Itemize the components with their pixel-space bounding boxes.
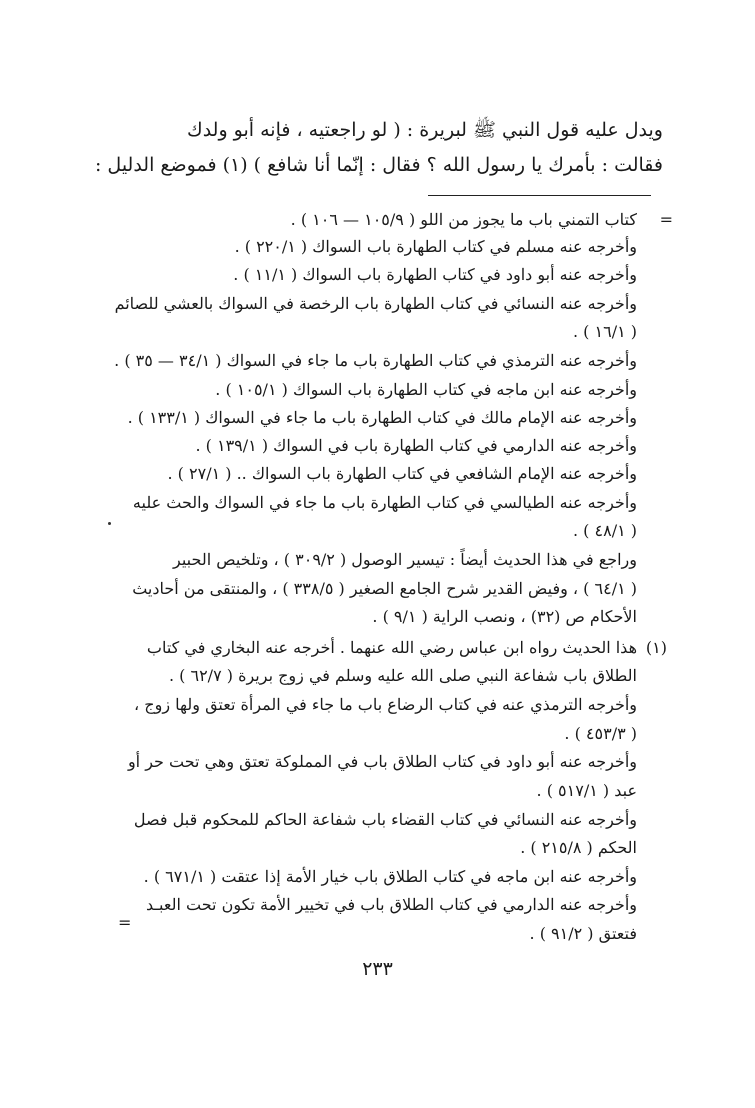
footnote-cont-line-12: ( ٤٨/١ ) .: [573, 521, 637, 540]
footnote-cont-line-3: وأخرجه عنه أبو داود في كتاب الطهارة باب السواك ( ١١/١ ) .: [233, 265, 637, 284]
footnote-cont-line-9: وأخرجه عنه الدارمي في كتاب الطهارة باب في السواك ( ١٣٩/١ ) .: [195, 436, 637, 455]
footnote-cont-line-13: وراجع في هذا الحديث أيضاً : تيسير الوصول ( ٣٠٩/٢ ) ، وتلخيص الحبير: [173, 550, 637, 569]
continuation-mark-bottom: =: [118, 913, 132, 932]
footnote-cont-line-7: وأخرجه عنه ابن ماجه في كتاب الطهارة باب السواك ( ١٠٥/١ ) .: [215, 380, 637, 399]
main-text-line-1: ويدل عليه قول النبي ﷺ لبريرة : ( لو راجعتيه ، فإنه أبو ولدك: [187, 119, 663, 141]
footnote-1-marker: (١): [645, 638, 667, 657]
footnote-1-line-2: الطلاق باب شفاعة النبي صلى الله عليه وسلم في زوج بريرة ( ٦٢/٧ ) .: [168, 666, 637, 685]
footnote-cont-line-6: وأخرجه عنه الترمذي في كتاب الطهارة باب ما جاء في السواك ( ٣٤/١ — ٣٥ ) .: [114, 351, 637, 370]
footnote-1-line-3: وأخرجه الترمذي عنه في كتاب الرضاع باب ما جاء في المرأة تعتق ولها زوج ،: [134, 695, 637, 714]
footnote-cont-line-8: وأخرجه عنه الإمام مالك في كتاب الطهارة باب ما جاء في السواك ( ١٣٣/١ ) .: [127, 408, 637, 427]
footnote-separator: [428, 195, 651, 196]
footnote-cont-line-2: وأخرجه عنه مسلم في كتاب الطهارة باب السواك ( ٢٢٠/١ ) .: [234, 237, 637, 256]
footnote-1-line-8: الحكم ( ٢١٥/٨ ) .: [520, 838, 637, 857]
footnote-1-line-1: هذا الحديث رواه ابن عباس رضي الله عنهما . أخرجه عنه البخاري في كتاب: [146, 638, 637, 657]
footnote-1-line-7: وأخرجه عنه النسائي في كتاب القضاء باب شفاعة الحاكم للمحكوم قبل فصل: [133, 810, 637, 829]
footnote-1-line-9: وأخرجه عنه ابن ماجه في كتاب الطلاق باب خيار الأمة إذا عتقت ( ٦٧١/١ ) .: [143, 867, 637, 886]
footnote-1-line-6: عبد ( ٥١٧/١ ) .: [536, 781, 637, 800]
footnote-1-line-10: وأخرجه عنه الدارمي في كتاب الطلاق باب في تخيير الأمة تكون تحت العبـد: [145, 895, 637, 914]
continuation-mark-top: =: [659, 210, 673, 229]
footnote-cont-line-11: وأخرجه عنه الطيالسي في كتاب الطهارة باب ما جاء في السواك والحث عليه: [132, 493, 637, 512]
footnote-cont-line-14: ( ٦٤/١ ) ، وفيض القدير شرح الجامع الصغير ( ٣٣٨/٥ ) ، والمنتقى من أحاديث: [132, 579, 637, 598]
page-number: ٢٣٣: [362, 958, 393, 980]
main-text-line-2: فقالت : بأمرك يا رسول الله ؟ فقال : إنّما أنا شافع ) (١) فموضع الدليل :: [94, 154, 663, 176]
stray-dot: [108, 522, 111, 525]
footnote-cont-line-4: وأخرجه عنه النسائي في كتاب الطهارة باب الرخصة في السواك بالعشي للصائم: [114, 294, 637, 313]
footnote-cont-line-1: كتاب التمني باب ما يجوز من اللو ( ١٠٥/٩ — ١٠٦ ) .: [290, 210, 637, 229]
footnote-cont-line-15: الأحكام ص (٣٢) ، ونصب الراية ( ٩/١ ) .: [372, 607, 637, 626]
footnote-1-line-4: ( ٤٥٣/٣ ) .: [564, 724, 637, 743]
footnote-1-line-5: وأخرجه عنه أبو داود في كتاب الطلاق باب في المملوكة تعتق وهي تحت حر أو: [127, 752, 637, 771]
footnote-cont-line-5: ( ١٦/١ ) .: [573, 322, 637, 341]
footnote-cont-line-10: وأخرجه عنه الإمام الشافعي في كتاب الطهارة باب السواك .. ( ٢٧/١ ) .: [167, 464, 637, 483]
footnote-1-line-11: فتعتق ( ٩١/٢ ) .: [529, 924, 637, 943]
